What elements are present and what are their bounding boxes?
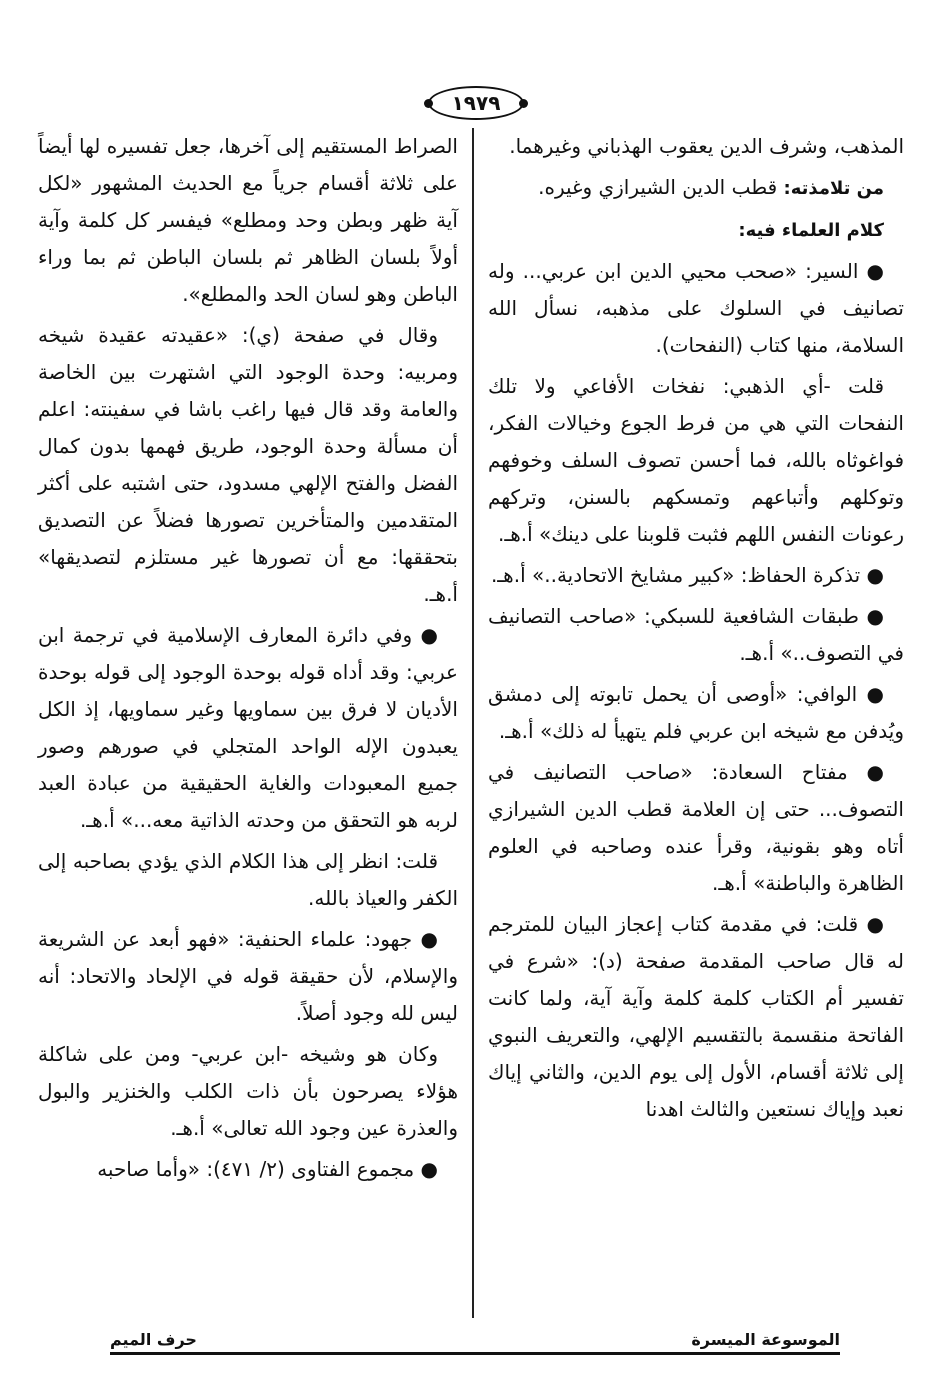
students-paragraph xyxy=(488,169,904,207)
paragraph: ● قلت: في مقدمة كتاب إعجاز البيان للمترجم له قال صاحب المقدمة صفحة (د): «شرع في تفسير أم الكتاب كلمة كلمة وآية آية، ولما كانت الفاتحة منقسمة بالتقسيم الإلهي، والتعريف النبوي إلى ثلاثة أقسام، الأول إلى يوم الدين، والثاني إياك نعبد وإياك نستعين والثالث اهدنا xyxy=(488,912,904,1121)
section-heading xyxy=(488,211,904,249)
paragraph-text: قطب الدين الشيرازي وغيره. xyxy=(538,175,784,199)
paragraph: المذهب، وشرف الدين يعقوب الهذباني وغيرهما. xyxy=(509,134,904,158)
footer-book-title: الموسوعة الميسرة xyxy=(691,1330,840,1349)
left-column xyxy=(38,128,458,1192)
paragraph: ● طبقات الشافعية للسبكي: «صاحب التصانيف في التصوف..» أ.هـ. xyxy=(488,604,904,665)
footer-section: حرف الميم xyxy=(110,1330,197,1349)
paragraph: ● الوافي: «أوصى أن يحمل تابوته إلى دمشق ويُدفن مع شيخه ابن عربي فلم يتهيأ له ذلك» أ.هـ. xyxy=(488,682,904,743)
page-number-text: ١٩٧٩ xyxy=(451,91,501,115)
paragraph: قلت: انظر إلى هذا الكلام الذي يؤدي بصاحبه إلى الكفر والعياذ بالله. xyxy=(38,849,458,910)
paragraph: ● مفتاح السعادة: «صاحب التصانيف في التصوف... حتى إن العلامة قطب الدين الشيرازي أتاه وهو بقونية، وقرأ عنده وصاحبه في العلوم الظاهرة والباطنة» أ.هـ. xyxy=(488,760,904,895)
page-footer xyxy=(110,1330,840,1355)
heading-text: كلام العلماء فيه: xyxy=(738,220,884,241)
paragraph: ● تذكرة الحفاظ: «كبير مشايخ الاتحادية..» أ.هـ. xyxy=(490,563,884,587)
paragraph: ● جهود: علماء الحنفية: «فهو أبعد عن الشريعة والإسلام، لأن حقيقة قوله في الإلحاد والاتحاد: أنه ليس لله وجود أصلاً. xyxy=(38,927,458,1025)
paragraph: ● وفي دائرة المعارف الإسلامية في ترجمة ابن عربي: وقد أداه قوله بوحدة الوجود إلى قوله بوحدة الأديان لا فرق بين سماويها وغير سماويها، إذ الكل يعبدون الإله الواحد المتجلي في صورهم وصور جميع المعبودات والغاية الحقيقية من عبادة العبد لربه هو التحقق من وحدته الذاتية معه...» أ.هـ. xyxy=(38,623,458,832)
paragraph: الصراط المستقيم إلى آخرها، جعل تفسيره لها أيضاً على ثلاثة أقسام جرياً مع الحديث المشهور «لكل آية ظهر وبطن وحد ومطلع» فيفسر كل كلمة وآية أولاً بلسان الظاهر ثم بلسان الباطن ثم بما وراء الباطن وهو لسان الحد والمطلع». xyxy=(38,134,458,306)
right-column xyxy=(488,128,904,1132)
paragraph: وقال في صفحة (ي): «عقيدته عقيدة شيخه ومربيه: وحدة الوجود التي اشتهرت بين الخاصة والعامة وقد قال فيها راغب باشا في سفينته: اعلم أن مسألة وحدة الوجود، طريق فهمها بدون كمال الفضل والفتح الإلهي مسدود، حتى اشتبه على أكثر المتقدمين والمتأخرين تصورها فضلاً عن التصديق بتحققها: مع أن تصورها غير مستلزم لتصديقها» أ.هـ. xyxy=(38,323,458,606)
paragraph: ● مجموع الفتاوى (٢/ ٤٧١): «وأما صاحبه xyxy=(97,1157,438,1181)
paragraph: قلت -أي الذهبي: نفخات الأفاعي ولا تلك النفحات التي هي من فرط الجوع وخيالات الفكر، فواغوثاه بالله، فما أحسن تصوف السلف وخوفهم وتوكلهم وأتباعهم وتمسكهم بالسنن، وتركهم رعونات النفس اللهم فثبت قلوبنا على دينك» أ.هـ. xyxy=(488,374,904,546)
paragraph: ● السير: «صحب محيي الدين ابن عربي... وله تصانيف في السلوك على مذهبه، نسأل الله السلامة، منها كتاب (النفحات). xyxy=(488,259,904,357)
page-number xyxy=(428,86,524,120)
column-divider xyxy=(472,128,474,1318)
students-label: من تلامذته: xyxy=(783,178,884,199)
paragraph: وكان هو وشيخه -ابن عربي- ومن على شاكلة هؤلاء يصرحون بأن ذات الكلب والخنزير والبول والعذرة عين وجود الله تعالى» أ.هـ. xyxy=(38,1042,458,1140)
